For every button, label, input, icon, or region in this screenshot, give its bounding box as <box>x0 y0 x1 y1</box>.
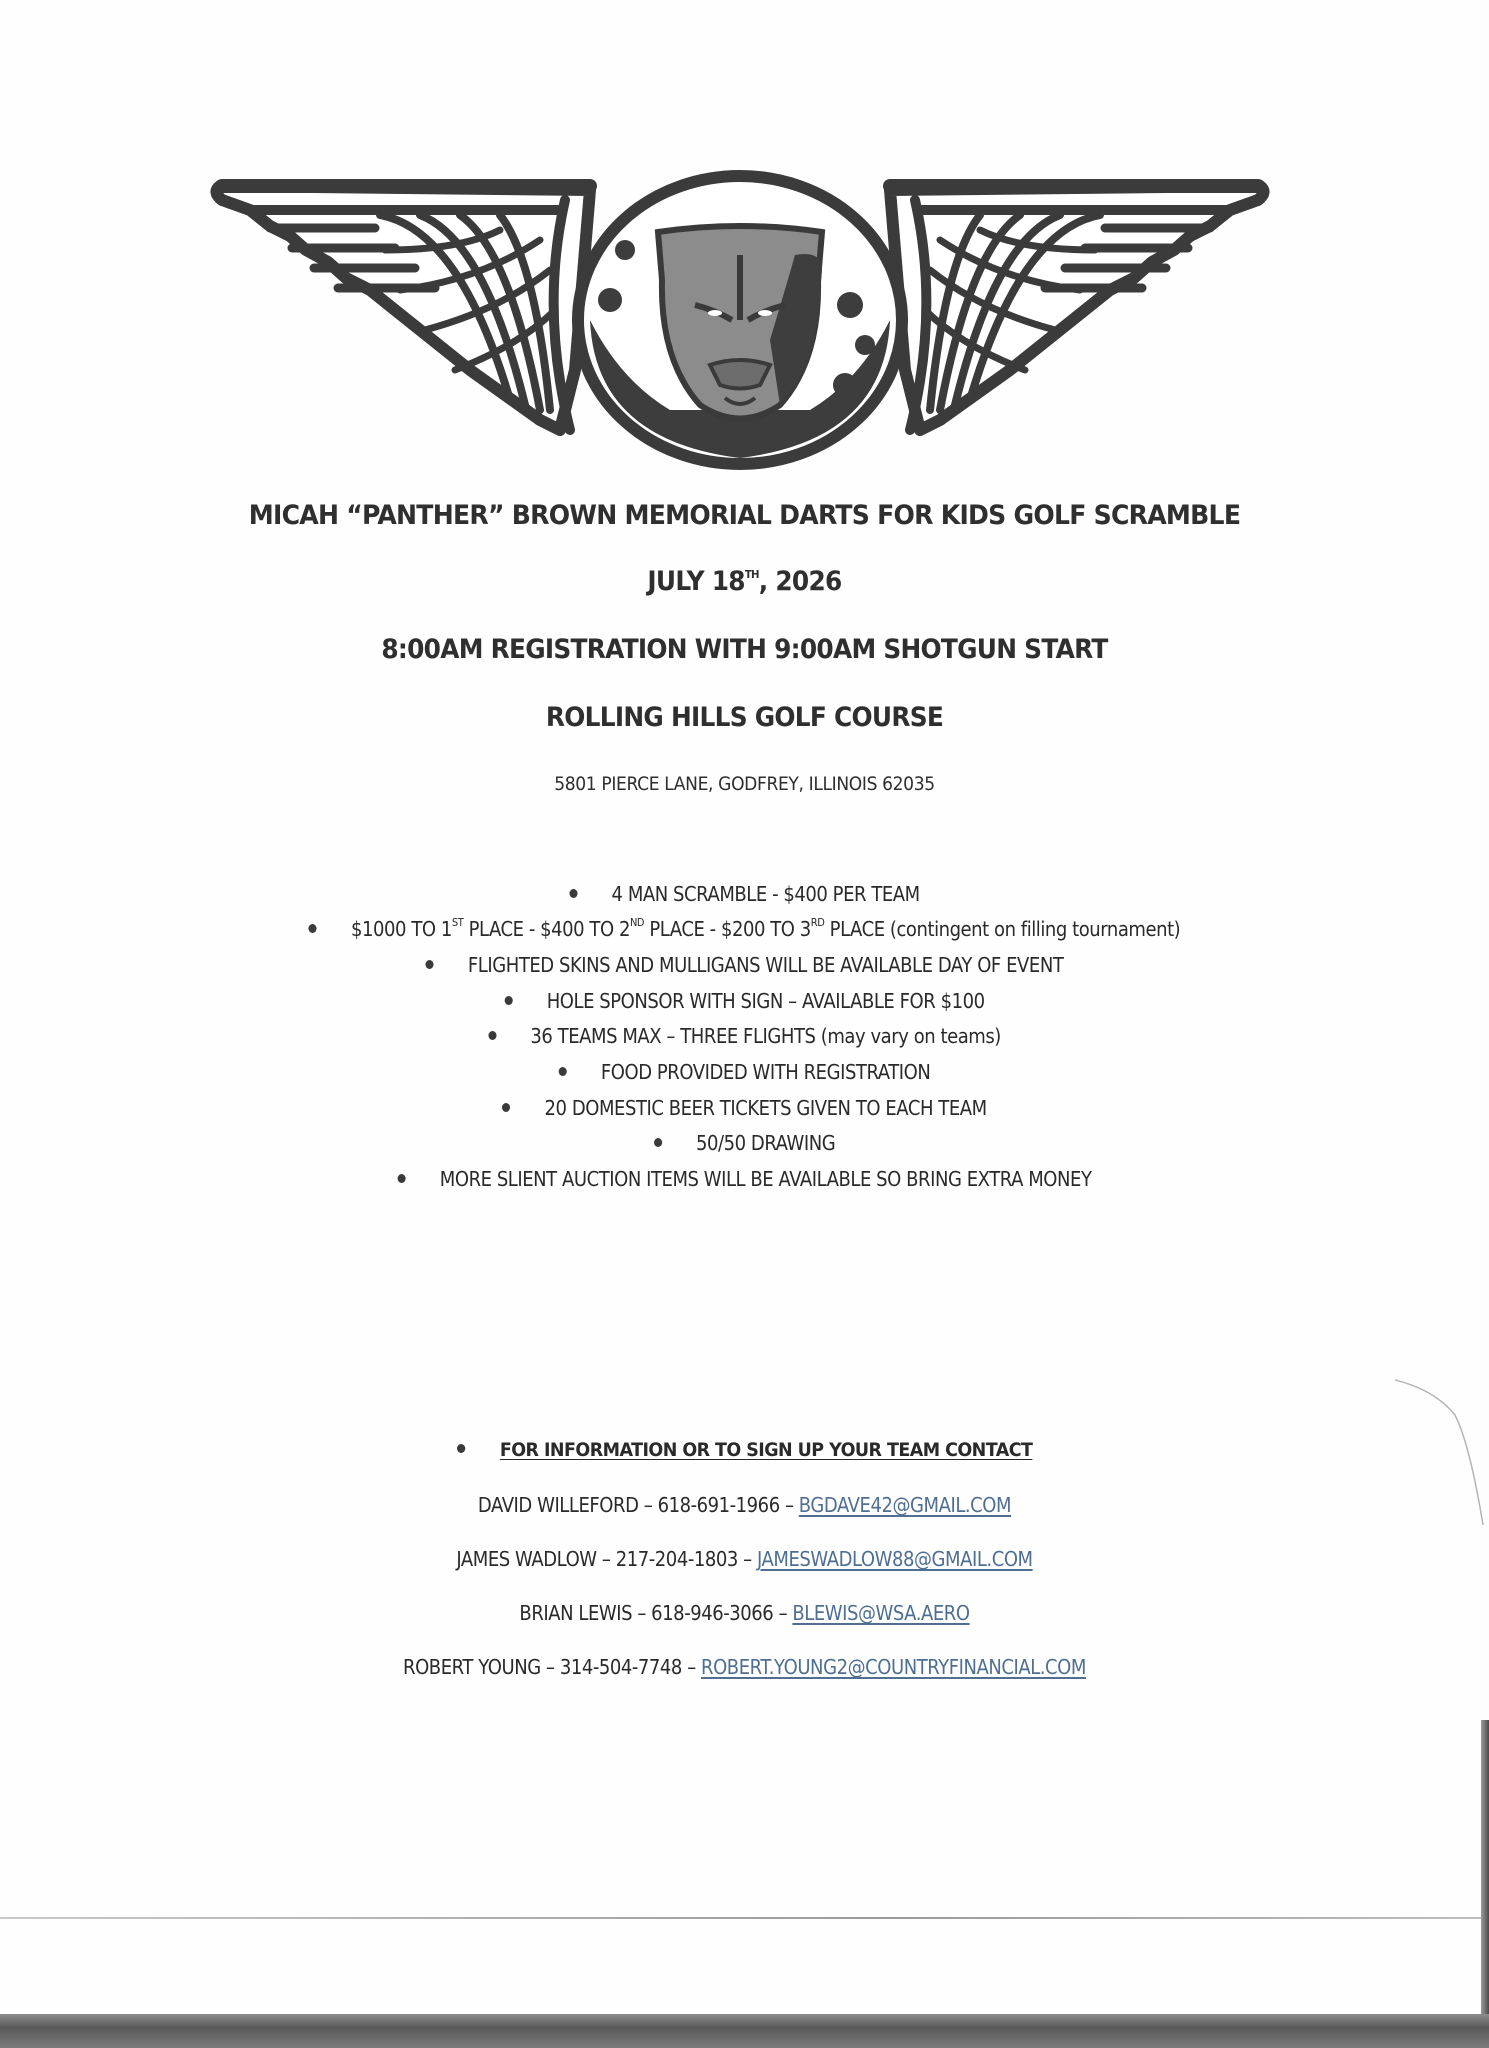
details-item: HOLE SPONSOR WITH SIGN – AVAILABLE FOR $100 <box>74 989 1414 1013</box>
contact-email-link[interactable]: BLEWIS@WSA.AERO <box>792 1601 970 1625</box>
bullet-icon <box>397 1174 405 1183</box>
date-day: JULY 18 <box>647 566 745 597</box>
contact-phone: 618-946-3066 <box>651 1601 774 1625</box>
contact-name: JAMES WADLOW <box>456 1547 597 1571</box>
contact-heading: FOR INFORMATION OR TO SIGN UP YOUR TEAM CONTACT <box>60 1439 1430 1461</box>
event-title: MICAH “PANTHER” BROWN MEMORIAL DARTS FOR KIDS GOLF SCRAMBLE <box>248 500 1241 531</box>
contact-name: DAVID WILLEFORD <box>477 1493 639 1517</box>
details-item: 50/50 DRAWING <box>74 1131 1414 1155</box>
details-item: 20 DOMESTIC BEER TICKETS GIVEN TO EACH TEAM <box>74 1096 1414 1120</box>
contact-name: ROBERT YOUNG <box>403 1655 541 1679</box>
contact-email-link[interactable]: ROBERT.YOUNG2@COUNTRYFINANCIAL.COM <box>701 1655 1086 1679</box>
date-year: , 2026 <box>758 566 842 597</box>
contact-name: BRIAN LEWIS <box>519 1601 633 1625</box>
bullet-icon <box>569 889 577 898</box>
bullet-icon <box>457 1444 465 1453</box>
bullet-icon <box>504 996 512 1005</box>
date-ordinal-suffix: TH <box>744 568 759 581</box>
bullet-icon <box>559 1067 567 1076</box>
contact-row: JAMES WADLOW – 217-204-1803 – JAMESWADLOW88@GMAIL.COM <box>456 1547 1033 1571</box>
event-venue: ROLLING HILLS GOLF COURSE <box>545 702 944 733</box>
bullet-icon <box>654 1138 662 1147</box>
paper-crease-mark <box>1395 1375 1485 1535</box>
details-item: FLIGHTED SKINS AND MULLIGANS WILL BE AVAILABLE DAY OF EVENT <box>74 953 1414 977</box>
bullet-icon <box>502 1103 510 1112</box>
bullet-icon <box>309 924 317 933</box>
contact-email-link[interactable]: BGDAVE42@GMAIL.COM <box>798 1493 1012 1517</box>
contact-phone: 618-691-1966 <box>657 1493 780 1517</box>
event-address: 5801 PIERCE LANE, GODFREY, ILLINOIS 62035 <box>554 773 935 795</box>
contact-row: ROBERT YOUNG – 314-504-7748 – ROBERT.YOUNG2@COUNTRYFINANCIAL.COM <box>403 1655 1086 1679</box>
contact-phone: 314-504-7748 <box>559 1655 682 1679</box>
contact-phone: 217-204-1803 <box>615 1547 738 1571</box>
scan-edge-bottom <box>0 2014 1489 2048</box>
details-item: 4 MAN SCRAMBLE - $400 PER TEAM <box>74 882 1414 906</box>
event-date <box>60 566 1430 597</box>
bullet-icon <box>426 960 434 969</box>
details-item-prizes: $1000 TO 1ST PLACE - $400 TO 2ND PLACE - $200 TO 3RD PLACE (contingent on filling tournament) <box>74 917 1414 941</box>
scan-fold-line <box>0 1917 1481 1919</box>
details-item: 36 TEAMS MAX – THREE FLIGHTS (may vary on teams) <box>74 1024 1414 1048</box>
details-item: FOOD PROVIDED WITH REGISTRATION <box>74 1060 1414 1084</box>
scan-edge-right <box>1481 1720 1489 2020</box>
event-schedule: 8:00AM REGISTRATION WITH 9:00AM SHOTGUN START <box>381 634 1108 665</box>
contact-row: BRIAN LEWIS – 618-946-3066 – BLEWIS@WSA.AERO <box>519 1601 970 1625</box>
contact-row: DAVID WILLEFORD – 618-691-1966 – BGDAVE42@GMAIL.COM <box>477 1493 1012 1517</box>
details-item: MORE SLIENT AUCTION ITEMS WILL BE AVAILABLE SO BRING EXTRA MONEY <box>74 1167 1414 1191</box>
contact-email-link[interactable]: JAMESWADLOW88@GMAIL.COM <box>756 1547 1033 1571</box>
winged-panther-logo-icon <box>210 170 1270 470</box>
bullet-icon <box>488 1031 496 1040</box>
